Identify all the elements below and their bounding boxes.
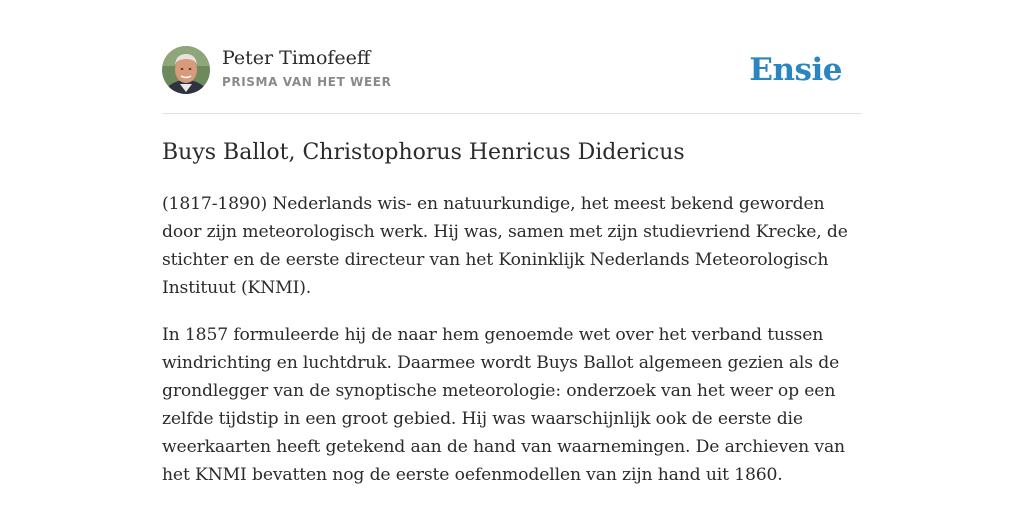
- author-header: [162, 46, 862, 96]
- avatar[interactable]: [162, 46, 210, 94]
- paragraph: (1817-1890) Nederlands wis- en natuurkundige, het meest bekend geworden door zijn meteorologisch werk. Hij was, samen met zijn studievriend Krecke, de stichter en de eerste directeur van het Koninklijk Nederlands Meteorologisch Instituut (KNMI).: [162, 194, 848, 298]
- source-name[interactable]: PRISMA VAN HET WEER: [222, 75, 392, 89]
- entry-body: [162, 190, 868, 508]
- author-name[interactable]: Peter Timofeeff: [222, 47, 371, 69]
- paragraph: In 1857 formuleerde hij de naar hem genoemde wet over het verband tussen windrichting en luchtdruk. Daarmee wordt Buys Ballot algemeen gezien als de grondlegger van de synoptische meteorologie: onderzoek van het weer op een zelfde tijdstip in een groot gebied. Hij was waarschijnlijk ook de eerste die weerkaarten heeft getekend aan de hand van waarnemingen. De archieven van het KNMI bevatten nog de eerste oefenmodellen van zijn hand uit 1860.: [162, 325, 845, 485]
- entry-title: Buys Ballot, Christophorus Henricus Didericus: [162, 140, 685, 165]
- brand-logo[interactable]: Ensie: [749, 52, 842, 88]
- divider: [162, 113, 862, 114]
